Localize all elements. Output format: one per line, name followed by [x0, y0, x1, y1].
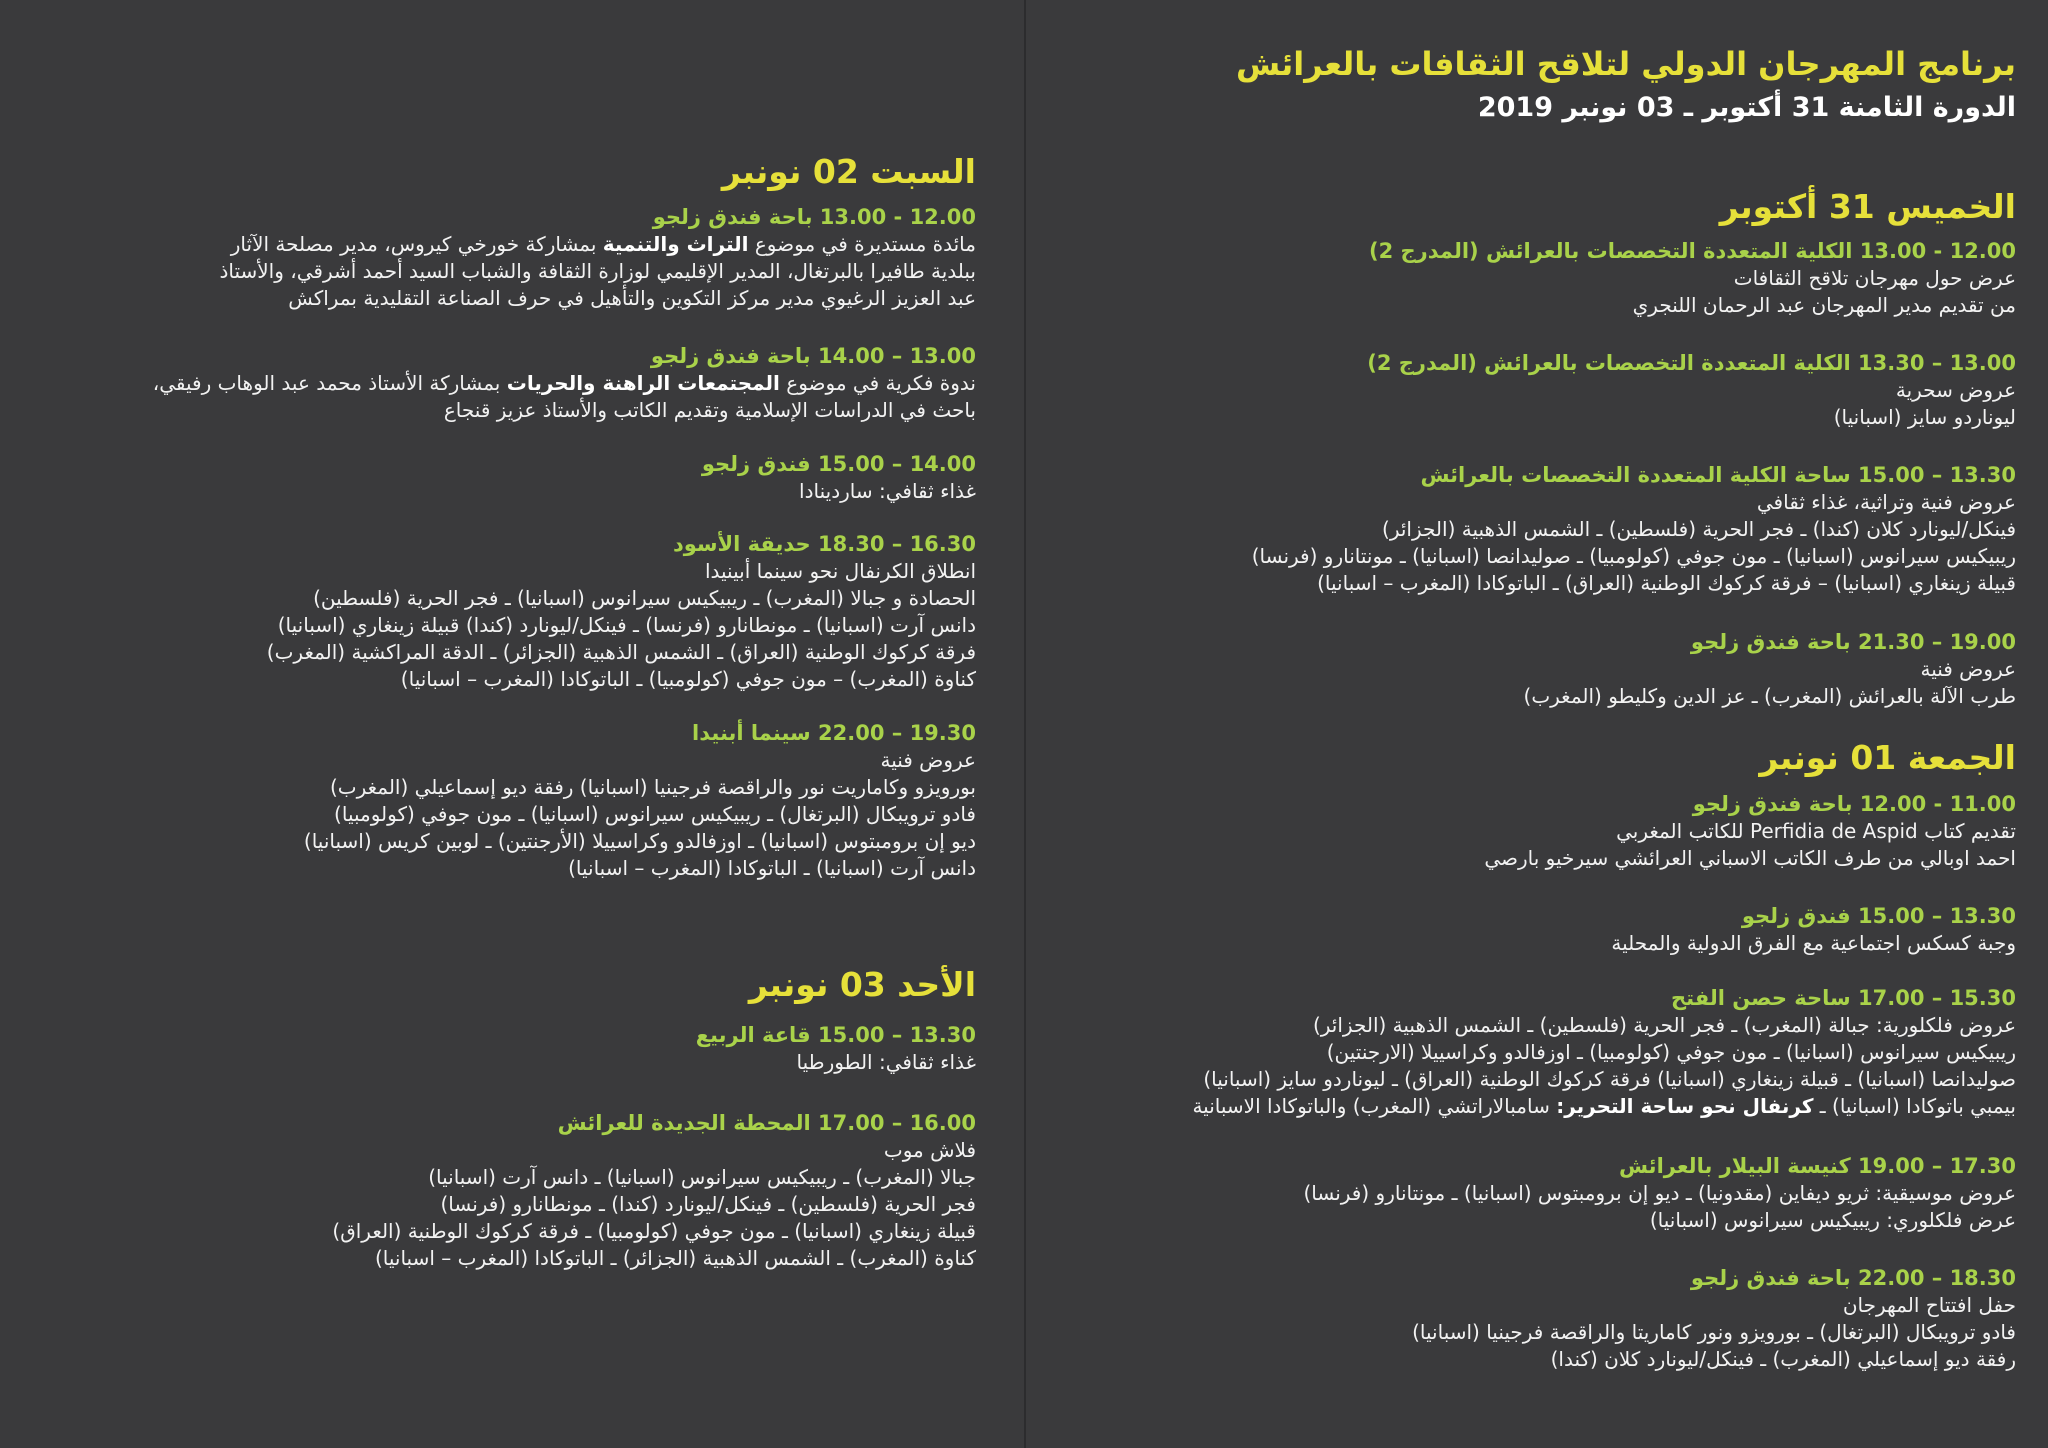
event-line: ليوناردو سايز (اسبانيا)	[1833, 405, 2016, 430]
day-title-sunday: الأحد 03 نونبر	[748, 965, 976, 1004]
event-highlight: كرنفال نحو ساحة التحرير:	[1556, 1094, 1814, 1119]
event-text: سامبالاراتشي (المغرب) والباتوكادا الاسبانية	[1192, 1094, 1557, 1119]
event-time: 11.00 - 12.00 باحة فندق زلجو	[1692, 792, 2016, 816]
event-block	[1369, 238, 2016, 319]
event-line: كناوة (المغرب) – مون جوفي (كولومبيا) ـ الباتوكادا (المغرب – اسبانيا)	[400, 667, 976, 692]
event-time: 15.30 – 17.00 ساحة حصن الفتح	[1671, 986, 2016, 1010]
event-line: ريبيكيس سيرانوس (اسبانيا) ـ مون جوفي (كولومبيا) ـ اوزفالدو وكراسييلا (الارجنتين)	[1326, 1040, 2016, 1065]
event-line: عروض فنية	[1920, 657, 2016, 682]
event-line: من تقديم مدير المهرجان عبد الرحمان اللنجري	[1632, 293, 2016, 318]
event-block	[1303, 1153, 2016, 1234]
event-line: وجبة كسكس اجتماعية مع الفرق الدولية والمحلية	[1611, 931, 2016, 956]
event-line: فينكل/ليونارد كلان (كندا) ـ فجر الحرية (فلسطين) ـ الشمس الذهبية (الجزائر)	[1382, 517, 2016, 542]
event-line: انطلاق الكرنفال نحو سينما أبينيدا	[704, 559, 976, 584]
event-time: 14.00 – 15.00 فندق زلجو	[701, 452, 976, 476]
event-block	[267, 531, 976, 693]
event-time: 12.00 - 13.00 باحة فندق زلجو	[652, 205, 976, 229]
event-line: تقديم كتاب Perfidia de Aspid للكاتب المغربي	[1616, 819, 2016, 844]
event-line: دانس آرت (اسبانيا) ـ الباتوكادا (المغرب – اسبانيا)	[568, 856, 976, 881]
event-line: ريبيكيس سيرانوس (اسبانيا) ـ مون جوفي (كولومبيا) ـ صوليدانصا (اسبانيا) ـ مونتانارو (فرنسا)	[1251, 544, 2016, 569]
event-line: رفقة ديو إسماعيلي (المغرب) ـ فينكل/ليونارد كلان (كندا)	[1550, 1347, 2016, 1372]
event-line: دانس آرت (اسبانيا) ـ مونطانارو (فرنسا) ـ فينكل/ليونارد (كندا) قبيلة زينغاري (اسبانيا)	[277, 613, 976, 638]
event-time: 13.30 – 15.00 ساحة الكلية المتعددة التخصصات بالعرائش	[1420, 463, 2016, 487]
event-time: 19.30 – 22.00 سينما أبنيدا	[692, 721, 976, 745]
event-line: فرقة كركوك الوطنية (العراق) ـ الشمس الذهبية (الجزائر) ـ الدقة المراكشية (المغرب)	[266, 640, 976, 665]
event-time: 16.30 – 18.30 حديقة الأسود	[672, 532, 976, 556]
event-time: 16.00 – 17.00 المحطة الجديدة للعرائش	[557, 1111, 976, 1135]
event-text: بمشاركة خورخي كيروس، مدير مصلحة الآثار	[230, 232, 603, 257]
day-title-friday: الجمعة 01 نونبر	[1759, 738, 2016, 777]
event-line: حفل افتتاح المهرجان	[1842, 1293, 2016, 1318]
event-line: ببلدية طافيرا بالبرتغال، المدير الإقليمي لوزارة الثقافة والشباب السيد أحمد أشرقي، والأستاذ	[219, 259, 976, 284]
event-block	[1484, 791, 2016, 872]
event-line: طرب الآلة بالعرائش (المغرب) ـ عز الدين وكليطو (المغرب)	[1523, 684, 2016, 709]
event-text: بيمبي باتوكادا (اسبانيا) ـ	[1813, 1094, 2016, 1119]
event-line: فلاش موب	[883, 1138, 976, 1163]
event-line: قبيلة زينغاري (اسبانيا) ـ مون جوفي (كولومبيا) ـ فرقة كركوك الوطنية (العراق)	[332, 1219, 976, 1244]
event-line: عروض فلكلورية: جبالة (المغرب) ـ فجر الحرية (فلسطين) ـ الشمس الذهبية (الجزائر)	[1312, 1013, 2016, 1038]
event-line: عروض فنية	[880, 748, 976, 773]
event-line: غذاء ثقافي: ساردينادا	[799, 479, 976, 504]
event-block	[1367, 350, 2016, 431]
event-time: 13.00 – 13.30 الكلية المتعددة التخصصات بالعرائش (المدرج 2)	[1367, 351, 2016, 375]
event-time: 18.30 – 22.00 باحة فندق زلجو	[1690, 1266, 2016, 1290]
event-time: 17.30 – 19.00 كنيسة البيلار بالعرائش	[1619, 1154, 2016, 1178]
event-line	[219, 231, 976, 258]
event-text: مائدة مستديرة في موضوع	[748, 232, 976, 257]
event-line: قبيلة زينغاري (اسبانيا) – فرقة كركوك الوطنية (العراق) ـ الباتوكادا (المغرب – اسبانيا)	[1317, 571, 2016, 596]
event-block	[219, 204, 976, 312]
event-line: غذاء ثقافي: الطورطيا	[796, 1050, 976, 1075]
event-line: باحث في الدراسات الإسلامية وتقديم الكاتب والأستاذ عزيز قنجاع	[443, 398, 976, 423]
event-line: فجر الحرية (فلسطين) ـ فينكل/ليونارد (كندا) ـ مونطانارو (فرنسا)	[440, 1192, 976, 1217]
event-block	[1611, 903, 2016, 957]
event-block	[1192, 985, 2016, 1120]
event-line: عروض موسيقية: ثريو ديفاين (مقدونيا) ـ ديو إن برومبتوس (اسبانيا) ـ مونتانارو (فرنسا)	[1303, 1181, 2016, 1206]
event-line: عبد العزيز الرغيوي مدير مركز التكوين والتأهيل في حرف الصناعة التقليدية بمراكش	[288, 286, 976, 311]
event-block	[1524, 629, 2016, 710]
event-line: عروض فنية وتراثية، غذاء ثقافي	[1756, 490, 2016, 515]
event-time: 12.00 - 13.00 الكلية المتعددة التخصصات بالعرائش (المدرج 2)	[1368, 239, 2016, 263]
event-line: فادو ترويبكال (البرتغال) ـ بورويزو ونور كاماريتا والراقصة فرجينيا (اسبانيا)	[1412, 1320, 2016, 1345]
event-block	[153, 343, 976, 424]
event-line	[153, 370, 976, 397]
event-block	[696, 1022, 976, 1076]
event-time: 13.00 – 14.00 باحة فندق زلجو	[650, 344, 976, 368]
event-line	[1192, 1093, 2016, 1120]
event-line: فادو ترويبكال (البرتغال) ـ ريبيكيس سيرانوس (اسبانيا) ـ مون جوفي (كولومبيا)	[334, 802, 976, 827]
day-title-saturday: السبت 02 نونبر	[721, 152, 976, 191]
day-title-thursday: الخميس 31 أكتوبر	[1719, 187, 2016, 226]
event-block	[304, 720, 976, 882]
event-line: عروض سحرية	[1895, 378, 2016, 403]
event-text: ندوة فكرية في موضوع	[779, 371, 976, 396]
event-block	[1412, 1265, 2016, 1373]
event-line: عرض فلكلوري: ريبيكيس سيرانوس (اسبانيا)	[1649, 1208, 2016, 1233]
event-block	[332, 1110, 976, 1272]
event-time: 13.30 – 15.00 فندق زلجو	[1741, 904, 2016, 928]
event-time: 13.30 – 15.00 قاعة الربيع	[695, 1023, 976, 1047]
event-block	[1252, 462, 2016, 597]
event-line: جبالا (المغرب) ـ ريبيكيس سيرانوس (اسبانيا) ـ دانس آرت (اسبانيا)	[428, 1165, 976, 1190]
event-highlight: المجتمعات الراهنة والحريات	[506, 371, 780, 396]
event-line: بورويزو وكاماريت نور والراقصة فرجينيا (اسبانيا) رفقة ديو إسماعيلي (المغرب)	[329, 775, 976, 800]
event-line: كناوة (المغرب) ـ الشمس الذهبية (الجزائر) ـ الباتوكادا (المغرب – اسبانيا)	[374, 1246, 976, 1271]
event-line: صوليدانصا (اسبانيا) ـ قبيلة زينغاري (اسبانيا) فرقة كركوك الوطنية (العراق) ـ ليوناردو سايز (اسبانيا)	[1203, 1067, 2016, 1092]
event-line: ديو إن برومبتوس (اسبانيا) ـ اوزفالدو وكراسييلا (الأرجنتين) ـ لوبين كريس (اسبانيا)	[303, 829, 976, 854]
page-divider	[1024, 0, 1026, 1448]
event-line: عرض حول مهرجان تلاقح الثقافات	[1733, 266, 2016, 291]
event-time: 19.00 – 21.30 باحة فندق زلجو	[1690, 630, 2016, 654]
event-block	[702, 451, 976, 505]
event-line: الحصادة و جبالا (المغرب) ـ ريبيكيس سيرانوس (اسبانيا) ـ فجر الحرية (فلسطين)	[313, 586, 976, 611]
edition-subtitle: الدورة الثامنة 31 أكتوبر ـ 03 نونبر 2019	[1477, 91, 2016, 123]
program-title: برنامج المهرجان الدولي لتلاقح الثقافات بالعرائش	[1236, 45, 2016, 83]
event-line: احمد اوبالي من طرف الكاتب الاسباني العرائشي سيرخيو بارصي	[1484, 846, 2016, 871]
event-highlight: التراث والتنمية	[602, 232, 749, 257]
event-text: بمشاركة الأستاذ محمد عبد الوهاب رفيقي،	[152, 371, 507, 396]
